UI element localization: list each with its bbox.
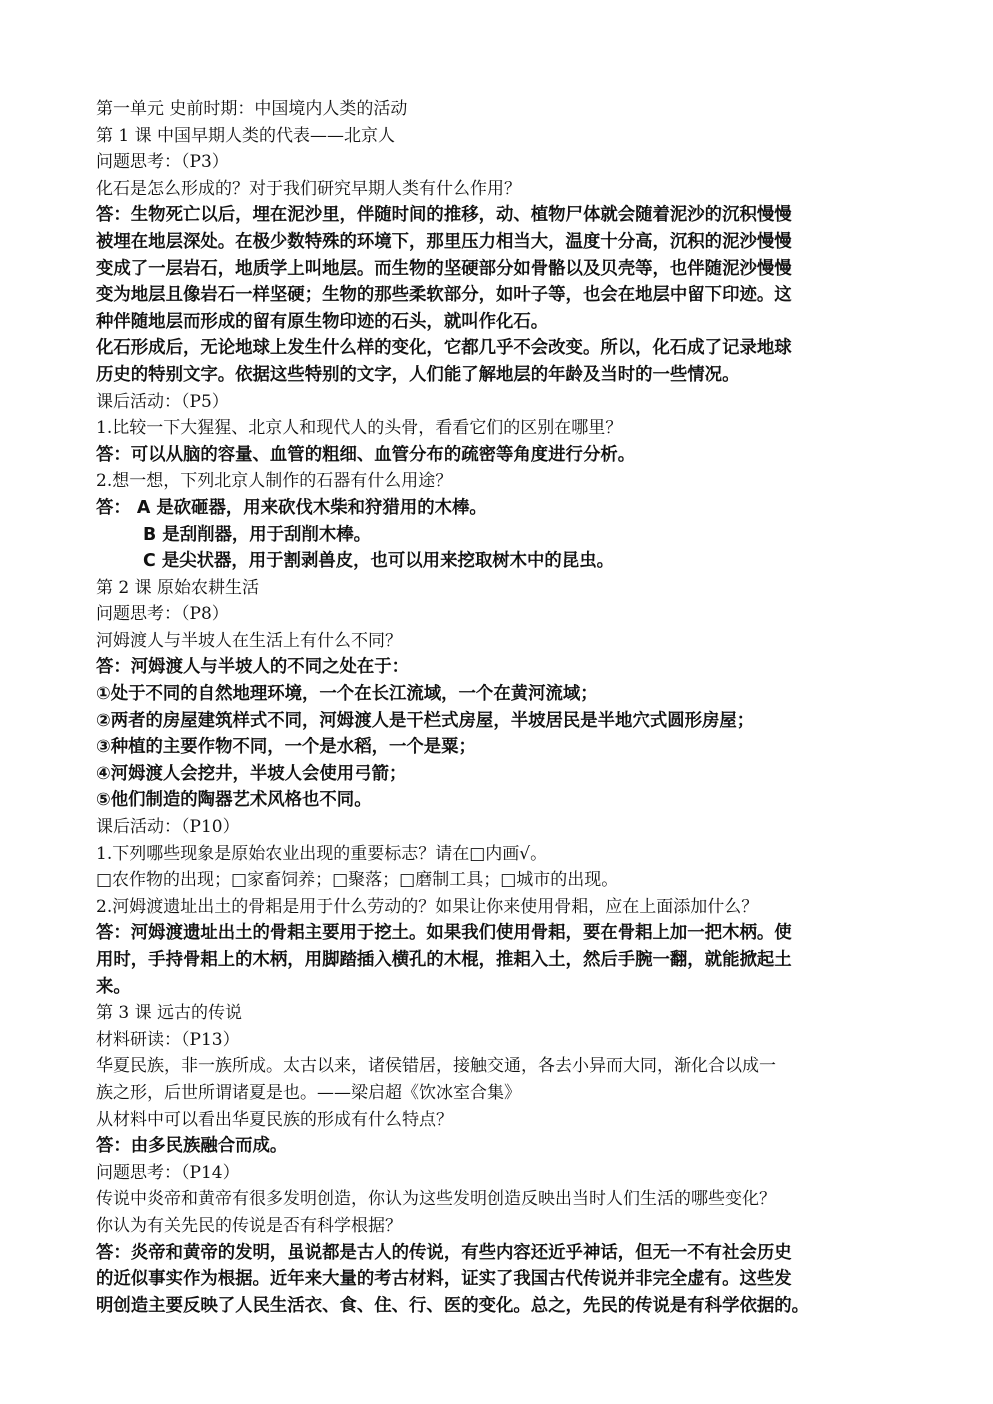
answer-line: 历史的特别文字。依据这些特别的文字，人们能了解地层的年龄及当时的一些情况。 <box>96 364 740 385</box>
lesson-3-title: 第 3 课 远古的传说 <box>96 1003 243 1024</box>
question: 1.下列哪些现象是原始农业出现的重要标志？请在□内画√。 <box>96 843 548 864</box>
answer-line: 的近似事实作为根据。近年来大量的考古材料，证实了我国古代传说并非完全虚有。这些发 <box>96 1269 792 1290</box>
answer-line: 变为地层且像岩石一样坚硬；生物的那些柔软部分，如叶子等，也会在地层中留下印迹。这 <box>96 285 792 306</box>
question: 化石是怎么形成的？对于我们研究早期人类有什么作用？ <box>96 178 521 199</box>
answer-line: 被埋在地层深处。在极少数特殊的环境下，那里压力相当大，温度十分高，沉积的泥沙慢慢 <box>96 231 792 252</box>
question: 1.比较一下大猩猩、北京人和现代人的头骨，看看它们的区别在哪里？ <box>96 418 623 439</box>
answer-line: 答： A 是砍砸器，用来砍伐木柴和狩猎用的木棒。 <box>96 497 487 518</box>
answer-line: ②两者的房屋建筑样式不同，河姆渡人是干栏式房屋，半坡居民是半地穴式圆形房屋； <box>96 710 755 731</box>
answer-line: 答：生物死亡以后，埋在泥沙里，伴随时间的推移，动、植物尸体就会随着泥沙的沉积慢慢 <box>96 205 792 226</box>
section-heading: 问题思考：（P8） <box>96 604 229 625</box>
question: 你认为有关先民的传说是否有科学根据？ <box>96 1215 402 1236</box>
question: 2.河姆渡遗址出土的骨耜是用于什么劳动的？如果让你来使用骨耜，应在上面添加什么？ <box>96 896 759 917</box>
lesson-2-title: 第 2 课 原始农耕生活 <box>96 577 260 598</box>
answer-line: 答：可以从脑的容量、血管的粗细、血管分布的疏密等角度进行分析。 <box>96 444 636 465</box>
answer-line: ⑤他们制造的陶器艺术风格也不同。 <box>96 790 372 811</box>
section-heading: 问题思考：（P3） <box>96 152 229 173</box>
answer-line: 答：炎帝和黄帝的发明，虽说都是古人的传说，有些内容还近乎神话，但无一不有社会历史 <box>96 1242 792 1263</box>
answer-line: 来。 <box>96 976 131 997</box>
answer-line: 种伴随地层而形成的留有原生物印迹的石头，就叫作化石。 <box>96 311 549 332</box>
section-heading: 课后活动：（P10） <box>96 817 240 838</box>
question: 传说中炎帝和黄帝有很多发明创造，你认为这些发明创造反映出当时人们生活的哪些变化？ <box>96 1189 776 1210</box>
answer-line: 变成了一层岩石，地质学上叫地层。而生物的坚硬部分如骨骼以及贝壳等，也伴随泥沙慢慢 <box>96 258 792 279</box>
answer-line: ③种植的主要作物不同，一个是水稻，一个是粟； <box>96 737 476 758</box>
lesson-1-title: 第 1 课 中国早期人类的代表——北京人 <box>96 125 396 146</box>
answer-line: C 是尖状器，用于割剥兽皮，也可以用来挖取树木中的昆虫。 <box>143 551 614 572</box>
section-heading: 课后活动：（P5） <box>96 391 229 412</box>
document-page <box>96 96 902 1319</box>
answer-line: B 是刮削器，用于刮削木棒。 <box>143 524 371 545</box>
question: 河姆渡人与半坡人在生活上有什么不同？ <box>96 630 402 651</box>
answer-line: 明创造主要反映了人民生活衣、食、住、行、医的变化。总之，先民的传说是有科学依据的。 <box>96 1295 810 1316</box>
answer-line: 答：由多民族融合而成。 <box>96 1136 288 1157</box>
answer-line: 答：河姆渡遗址出土的骨耜主要用于挖土。如果我们使用骨耜，要在骨耜上加一把木柄。使 <box>96 923 792 944</box>
section-heading: 问题思考：（P14） <box>96 1162 240 1183</box>
section-heading: 材料研读：（P13） <box>96 1029 240 1050</box>
answer-line: 答：河姆渡人与半坡人的不同之处在于： <box>96 657 410 678</box>
material-text: 华夏民族，非一族所成。太古以来，诸侯错居，接触交通，各去小异而大同，渐化合以成一 <box>96 1056 776 1077</box>
answer-line: 用时，手持骨耜上的木柄，用脚踏插入横孔的木棍，推耜入土，然后手腕一翻，就能掀起土 <box>96 950 792 970</box>
answer-line: ①处于不同的自然地理环境，一个在长江流域，一个在黄河流域； <box>96 684 598 705</box>
answer-line: ④河姆渡人会挖井，半坡人会使用弓箭； <box>96 763 407 784</box>
question-options: □农作物的出现；□家畜饲养；□聚落；□磨制工具；□城市的出现。 <box>96 870 619 891</box>
question: 2.想一想，下列北京人制作的石器有什么用途？ <box>96 471 453 492</box>
unit-title: 第一单元 史前时期：中国境内人类的活动 <box>96 99 408 119</box>
material-text: 族之形，后世所谓诸夏是也。——梁启超《饮冰室合集》 <box>96 1082 521 1103</box>
question: 从材料中可以看出华夏民族的形成有什么特点？ <box>96 1109 453 1130</box>
answer-line: 化石形成后，无论地球上发生什么样的变化，它都几乎不会改变。所以，化石成了记录地球 <box>96 338 792 359</box>
